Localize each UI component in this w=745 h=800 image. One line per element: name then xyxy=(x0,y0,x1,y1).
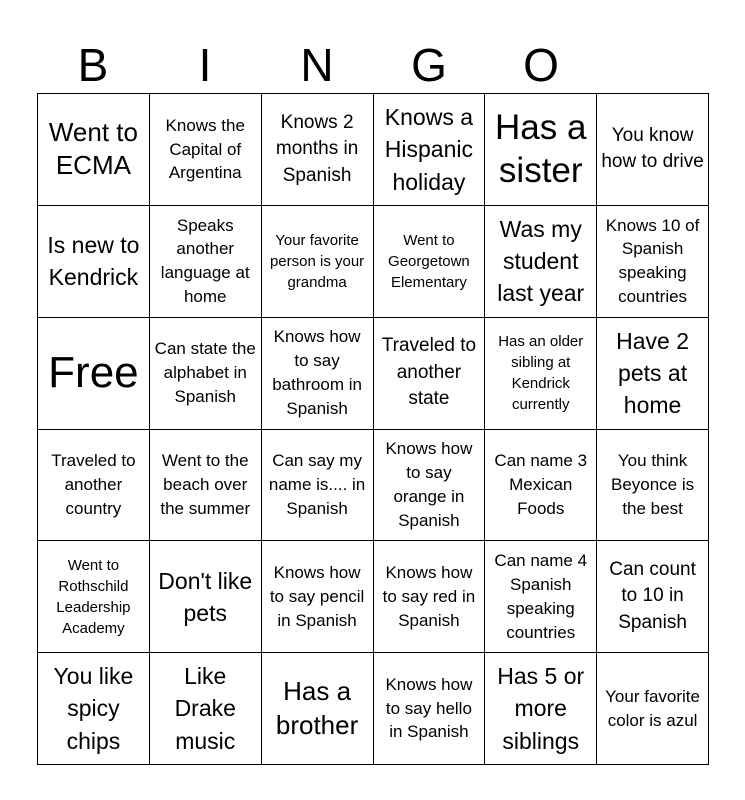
cell-text: Was my student last year xyxy=(497,215,585,307)
cell-text: Went to Rothschild Leadership Academy xyxy=(56,556,131,637)
cell-text: Went to Georgetown Elementary xyxy=(388,231,470,291)
cell-text: Can name 4 Spanish speaking countries xyxy=(494,551,588,642)
cell-text: Knows how to say pencil in Spanish xyxy=(269,563,365,630)
bingo-cell[interactable] xyxy=(597,206,709,318)
bingo-cell[interactable] xyxy=(597,430,709,542)
bingo-cell[interactable] xyxy=(150,94,262,206)
bingo-cell[interactable] xyxy=(485,206,597,318)
cell-text: You like spicy chips xyxy=(53,663,134,754)
bingo-header xyxy=(37,36,709,94)
header-letter-o: O xyxy=(523,39,559,91)
bingo-cell[interactable] xyxy=(485,430,597,542)
cell-text: You think Beyonce is the best xyxy=(610,451,695,518)
bingo-cell[interactable] xyxy=(150,653,262,765)
bingo-cell[interactable] xyxy=(38,430,150,542)
bingo-cell[interactable] xyxy=(374,541,486,653)
free-space-cell[interactable] xyxy=(38,318,150,430)
cell-text: Can say my name is.... in Spanish xyxy=(268,451,366,518)
bingo-cell[interactable] xyxy=(374,94,486,206)
bingo-cell[interactable] xyxy=(150,206,262,318)
bingo-cell[interactable] xyxy=(485,541,597,653)
bingo-cell[interactable] xyxy=(38,541,150,653)
cell-text: Speaks another language at home xyxy=(160,215,250,307)
cell-text: Your favorite color is azul xyxy=(605,686,700,730)
bingo-cell[interactable] xyxy=(597,653,709,765)
cell-text: Knows how to say orange in Spanish xyxy=(385,439,473,530)
cell-text: Knows how to say red in Spanish xyxy=(382,563,476,630)
bingo-cell[interactable] xyxy=(150,541,262,653)
cell-text: Don't like pets xyxy=(158,567,253,626)
cell-text: Can count to 10 in Spanish xyxy=(609,558,696,634)
bingo-cell[interactable] xyxy=(38,94,150,206)
cell-text: Can state the alphabet in Spanish xyxy=(154,339,256,406)
bingo-cell[interactable] xyxy=(485,653,597,765)
bingo-cell[interactable] xyxy=(374,653,486,765)
header-letter-n: N xyxy=(300,39,334,91)
bingo-cell[interactable] xyxy=(262,318,374,430)
bingo-grid xyxy=(37,93,709,765)
bingo-cell[interactable] xyxy=(485,94,597,206)
bingo-cell[interactable] xyxy=(374,206,486,318)
bingo-cell[interactable] xyxy=(150,430,262,542)
header-letter-i: I xyxy=(198,39,212,91)
cell-text: Knows 10 of Spanish speaking countries xyxy=(605,215,700,307)
cell-text: Went to the beach over the summer xyxy=(160,451,251,518)
cell-text: Have 2 pets at home xyxy=(616,327,690,419)
header-letter-b: B xyxy=(77,39,109,91)
bingo-cell[interactable] xyxy=(374,318,486,430)
bingo-cell[interactable] xyxy=(38,206,150,318)
cell-text: Traveled to another country xyxy=(51,451,136,518)
cell-text: You know how to drive xyxy=(601,124,704,173)
cell-text: Has a brother xyxy=(275,676,359,740)
header-letter-g: G xyxy=(411,39,447,91)
cell-text: Has a sister xyxy=(495,107,587,191)
cell-text: Knows a Hispanic holiday xyxy=(384,104,474,195)
bingo-cell[interactable] xyxy=(262,94,374,206)
cell-text: Knows how to say hello in Spanish xyxy=(385,674,473,742)
bingo-cell[interactable] xyxy=(597,541,709,653)
cell-text: Knows 2 months in Spanish xyxy=(275,111,359,186)
cell-text: Traveled to another state xyxy=(381,335,477,410)
bingo-cell[interactable] xyxy=(262,206,374,318)
cell-text: Has an older sibling at Kendrick currently xyxy=(498,333,584,414)
bingo-cell[interactable] xyxy=(262,541,374,653)
cell-text: Has 5 or more siblings xyxy=(497,663,585,754)
bingo-cell[interactable] xyxy=(597,318,709,430)
bingo-cell[interactable] xyxy=(150,318,262,430)
cell-text: Knows how to say bathroom in Spanish xyxy=(272,327,362,418)
bingo-cell[interactable] xyxy=(597,94,709,206)
cell-text: Your favorite person is your grandma xyxy=(269,231,365,291)
cell-text: Is new to Kendrick xyxy=(47,232,140,291)
cell-text: Went to ECMA xyxy=(48,117,138,181)
cell-text: Can name 3 Mexican Foods xyxy=(494,451,588,518)
bingo-cell[interactable] xyxy=(262,653,374,765)
cell-text: Like Drake music xyxy=(174,663,236,754)
cell-text: Free xyxy=(48,347,139,397)
bingo-cell[interactable] xyxy=(485,318,597,430)
bingo-cell[interactable] xyxy=(262,430,374,542)
bingo-cell[interactable] xyxy=(374,430,486,542)
bingo-cell[interactable] xyxy=(38,653,150,765)
cell-text: Knows the Capital of Argentina xyxy=(165,115,245,183)
